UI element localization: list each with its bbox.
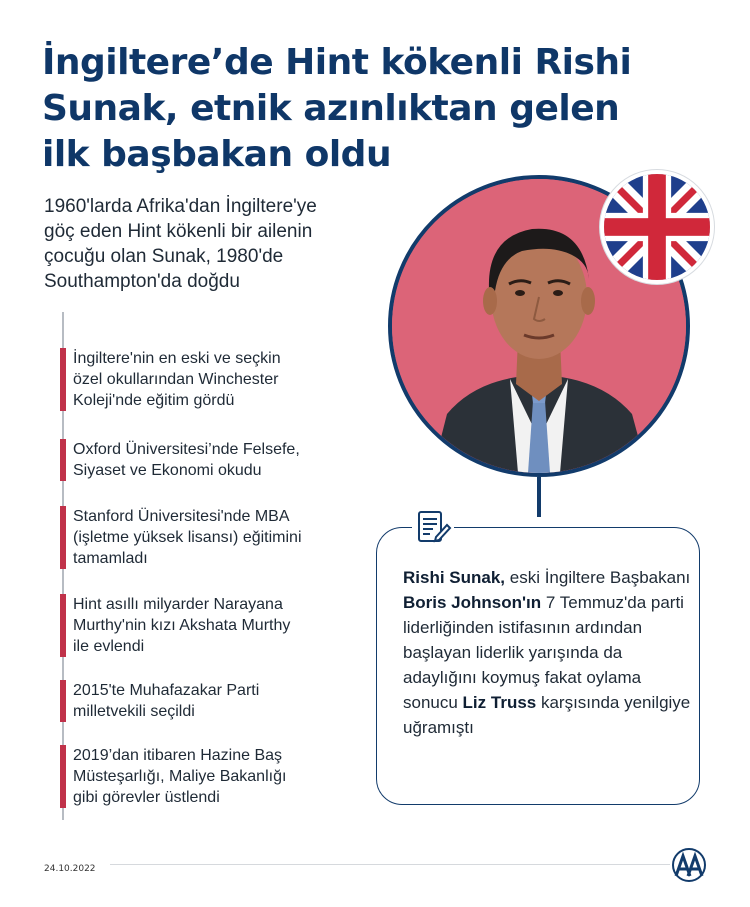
intro-line: 1960'larda Afrika'dan İngiltere'ye <box>44 196 317 217</box>
fact-accent-bar <box>60 506 66 569</box>
note-text-segment: 7 Temmuz'da parti liderliğinden istifasının ardından başlayan liderlik yarışında da adaylığını koymuş fakat oylama sonucu <box>403 593 684 712</box>
fact-item <box>60 594 360 657</box>
footer-divider <box>110 864 670 865</box>
intro-line: göç eden Hint kökenli bir ailenin <box>44 221 313 242</box>
fact-line: 2019’dan itibaren Hazine Baş <box>73 747 283 764</box>
page-title <box>42 40 702 178</box>
fact-item <box>60 439 360 481</box>
intro-line: Southampton'da doğdu <box>44 271 240 292</box>
fact-line: Hint asıllı milyarder Narayana <box>73 596 283 613</box>
connector-line <box>537 477 541 517</box>
highlight-name: Liz Truss <box>462 693 537 712</box>
info-box-text <box>403 565 693 740</box>
title-line: Sunak, etnik azınlıktan gelen <box>42 88 620 129</box>
fact-line: Murthy'nin kızı Akshata Murthy <box>73 617 291 634</box>
highlight-name: Boris Johnson'ın <box>403 593 542 612</box>
fact-line: Oxford Üniversitesi’nde Felsefe, <box>73 441 300 458</box>
uk-flag-icon <box>600 170 714 284</box>
fact-line: (işletme yüksek lisansı) eğitimini <box>73 529 302 546</box>
note-pencil-icon <box>412 506 454 548</box>
fact-item <box>60 348 360 411</box>
fact-accent-bar <box>60 745 66 808</box>
fact-line: Koleji'nde eğitim gördü <box>73 392 235 409</box>
note-text-segment: eski İngiltere Başbakanı <box>505 568 691 587</box>
fact-line: gibi görevler üstlendi <box>73 789 220 806</box>
uk-flag-graphic <box>604 174 710 280</box>
aa-logo-icon <box>670 848 708 882</box>
title-line: İngiltere’de Hint kökenli Rishi <box>42 42 632 83</box>
fact-accent-bar <box>60 680 66 722</box>
intro-text <box>44 194 374 294</box>
fact-line: Siyaset ve Ekonomi okudu <box>73 462 262 479</box>
fact-line: milletvekili seçildi <box>73 703 195 720</box>
fact-item <box>60 506 360 569</box>
fact-accent-bar <box>60 348 66 411</box>
fact-item <box>60 680 360 722</box>
highlight-name: Rishi Sunak, <box>403 568 506 587</box>
fact-item <box>60 745 360 808</box>
fact-line: ile evlendi <box>73 638 145 655</box>
fact-line: Müsteşarlığı, Maliye Bakanlığı <box>73 768 287 785</box>
title-line: ilk başbakan oldu <box>42 134 392 175</box>
intro-line: çocuğu olan Sunak, 1980'de <box>44 246 284 267</box>
fact-accent-bar <box>60 439 66 481</box>
fact-line: tamamladı <box>73 550 148 567</box>
note-text-segment: karşısında yenilgiye uğramıştı <box>403 693 691 737</box>
fact-line: özel okullarından Winchester <box>73 371 279 388</box>
publish-date: 24.10.2022 <box>44 864 96 874</box>
fact-accent-bar <box>60 594 66 657</box>
fact-line: Stanford Üniversitesi'nde MBA <box>73 508 290 525</box>
fact-line: İngiltere'nin en eski ve seçkin <box>73 350 281 367</box>
fact-line: 2015'te Muhafazakar Parti <box>73 682 260 699</box>
